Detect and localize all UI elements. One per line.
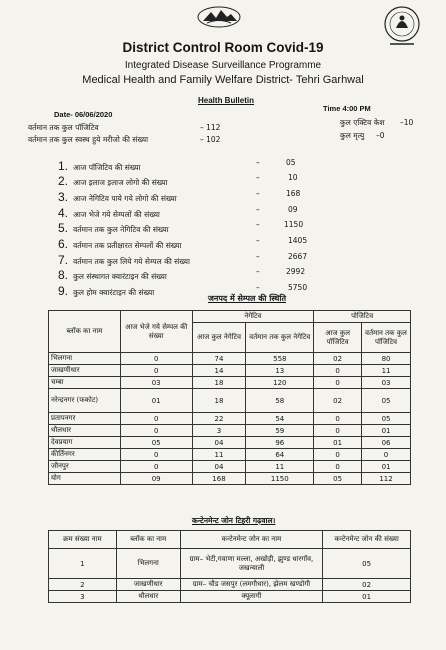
table-row: कीर्तिनगर 0 11 64 0 0 [49, 449, 411, 461]
containment-zone-heading: कन्टेनमेन्ट जोन टिहरी गढ़वाल। [192, 516, 276, 525]
col-header-block-name: ब्लॉक का नाम [116, 531, 180, 549]
col-header-negative-total: वर्तमान तक कुल नेगेटिव [246, 323, 314, 353]
active-cases-label: कुल एक्टिव केश [340, 118, 385, 127]
containment-zone-table [48, 530, 411, 603]
list-item-value: 168 [286, 189, 301, 198]
list-item-value: 05 [286, 158, 296, 167]
list-item: 5. वर्तमान तक कुल नेगिटिव की संख्या [58, 221, 169, 235]
col-header-zone-name: कन्टेनमेन्ट जोन का नाम [180, 531, 323, 549]
table-row: 2 जाखणीधार ग्राम– चौड जसपुर (लमगौधार), झेलम खण्डोगी 02 [49, 579, 411, 591]
page-title: District Control Room Covid-19 [122, 40, 324, 55]
list-item: 9. कुल होम क्वारंटाइन की संख्या [58, 284, 155, 298]
list-item: 8. कुल संस्थागत क्वारंटाइन की संख्या [58, 268, 167, 282]
total-positive-label: वर्तमान तक कुल पॉजिटिव [28, 123, 99, 132]
bulletin-time: Time 4:00 PM [323, 104, 371, 113]
table-row: देवप्रयाग 05 04 96 01 06 [49, 437, 411, 449]
total-recovered-value: – 102 [200, 135, 221, 144]
table-row: 3 थौलधार क्यूलागी 01 [49, 591, 411, 603]
list-item-value: 09 [288, 205, 298, 214]
list-item-value: 2992 [286, 267, 306, 276]
list-item: 3. आज नेगिटिव पाये गये लोगो की संख्या [58, 190, 177, 204]
list-item-value: 10 [288, 173, 298, 182]
table-row: जाखणीधार 0 14 13 0 11 [49, 365, 411, 377]
list-item: 6. वर्तमान तक प्रतीक्षारत सेम्पलों की संख्या [58, 237, 182, 251]
col-header-serial: क्रम संख्या नाम [49, 531, 117, 549]
item-list: 1. आज पॉजिटिव की संख्या – 05 2. आज इलाज इलाज लोगो की संख्या – 10 3. आज नेगिटिव पाये गये लोगो की संख्या – 168 4. आज भेजे गये सेम्पलों की संख्या – 09 5. वर्तमान तक कुल नेगिटिव की संख्या – 1150 6. वर्तमान तक प्रतीक्षारत सेम्पलों की संख्या – 1405 7. वर्तमान तक कुल लिये गये सेम्पल की संख्या – 2667 8. कुल संस्थागत क्वारंटाइन की संख्या – 2992 9. कुल होम क्वारंटाइन की संख्या – 5750 [58, 155, 388, 295]
col-header-block: ब्लॉक का नाम [49, 311, 121, 353]
list-item-value: 1150 [284, 220, 304, 229]
list-item: 4. आज भेजे गये सेम्पलों की संख्या [58, 206, 160, 220]
col-header-samples-sent: आज भेजे गये सेम्पल की संख्या [120, 311, 192, 353]
table-row: 1 भिलगना ग्राम– भेटी,गवाणा मल्ला, अखोड़ी, झुण्ड धारगॉव, जखन्याली 05 [49, 549, 411, 579]
uttarakhand-emblem-logo [197, 6, 241, 28]
list-item: 2. आज इलाज इलाज लोगो की संख्या [58, 174, 168, 188]
table-row: भिलगना 0 74 558 02 80 [49, 353, 411, 365]
deaths-value: –0 [376, 131, 385, 140]
list-item: 7. वर्तमान तक कुल लिये गये सेम्पल की संख्या [58, 253, 190, 267]
bulletin-heading: Health Bulletin [198, 96, 255, 105]
col-header-zone-count: कन्टेनमेन्ट जोन की संख्या [323, 531, 411, 549]
table-row: चम्बा 03 18 120 0 03 [49, 377, 411, 389]
active-cases-value: –10 [400, 118, 414, 127]
col-header-positive-today: आज कुल पॉजिटिव [314, 323, 362, 353]
table-total-row: योग 09 168 1150 05 112 [49, 473, 411, 485]
department-subtitle: Medical Health and Family Welfare District- Tehri Garhwal [82, 74, 364, 86]
table-row: थौलधार 0 3 59 0 01 [49, 425, 411, 437]
deaths-label: कुल मृत्यु [340, 131, 365, 140]
col-header-negative-today: आज कुल नेगेटिव [192, 323, 246, 353]
table-row: प्रतापनगर 0 22 54 0 05 [49, 413, 411, 425]
list-item-value: 2667 [288, 252, 308, 261]
table-row: नरेन्द्रनगर (फकोट) 01 18 58 02 05 [49, 389, 411, 413]
bulletin-date: Date- 06/06/2020 [54, 110, 113, 119]
col-header-positive: पोजिटिव [314, 311, 411, 323]
programme-subtitle: Integrated Disease Surveillance Programme [124, 60, 322, 71]
total-recovered-label: वर्तमान तक कुल स्वस्थ हुये मरीजो की संख्या [28, 135, 149, 144]
table-row: जौनपुर 0 04 11 0 01 [49, 461, 411, 473]
col-header-negative: नेगेटिव [192, 311, 314, 323]
sample-status-heading: जनपद में सेम्पल की स्थिति [208, 294, 287, 303]
total-positive-value: – 112 [200, 123, 221, 132]
list-item-value: 5750 [288, 283, 308, 292]
col-header-positive-total: वर्तमान तक कुल पॉजिटिव [362, 323, 411, 353]
sample-status-table [48, 310, 411, 485]
list-item: 1. आज पॉजिटिव की संख्या [58, 159, 141, 173]
list-item-value: 1405 [288, 236, 308, 245]
